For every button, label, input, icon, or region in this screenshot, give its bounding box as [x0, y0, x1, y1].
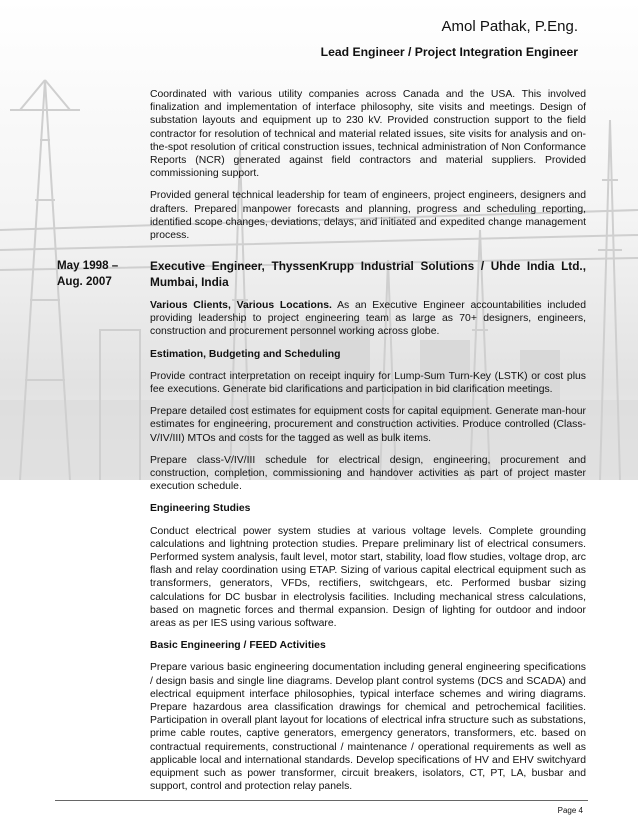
resume-header	[442, 18, 578, 36]
credential-suffix: P.Eng.	[530, 18, 578, 35]
paragraph-estimation-3: Prepare class-V/IV/III schedule for electrical design, engineering, procurement and construction, completion, commissioning and handover activities as part of project master execution schedule.	[150, 454, 586, 493]
paragraph-estimation-2: Prepare detailed cost estimates for equipment costs for capital equipment. Generate man-hour estimates for engineering, procurement and construction activities. Produce controlled (Class-V/IV/III) MTOs and costs for the tagged as well as bulk items.	[150, 406, 586, 444]
job-section	[150, 258, 586, 803]
role-title: Executive Engineer, ThyssenKrupp Industrial Solutions / Uhde India Ltd., Mumbai, India	[150, 259, 586, 289]
paragraph-studies: Conduct electrical power system studies at various voltage levels. Complete grounding calculations and lightning protection studies. Prepare preliminary list of electrical consumers. Performed system analysis, fault level, motor start, stability, load flow studies, voltage drop, arc flash and relay coordination using ETAP. Sizing of various capital electrical equipment such as transformers, generators, VFDs, rectifiers, switchgears, etc. Performed busbar sizing calculations for DC busbar in electrolysis facilities. Including mechanical stress calculations, based on magnetic forces and thermal expansion. Design of lighting for outdoor and indoor areas as per IES using various software.	[150, 525, 586, 630]
page-number: Page 4	[557, 806, 583, 815]
clients-label: Various Clients, Various Locations.	[150, 300, 332, 311]
heading-basic-engineering: Basic Engineering / FEED Activities	[150, 640, 326, 652]
paragraph-coordination: Coordinated with various utility companies across Canada and the USA. This involved finalization and implementation of interface philosophy, site visits and meetings. Design of substation layouts and equipment up to 230 kV. Provided construction support to the field contractor for resolution of technical and material related issues, site visits for analysis and on-the-spot resolution of critical construction issues, technical administration of Non Conformance Reports (NCR) generated against field contractors and material suppliers. Provided commissioning support.	[150, 89, 586, 180]
date-from: May 1998 –	[57, 259, 119, 272]
job-title-heading: Lead Engineer / Project Integration Engineer	[320, 45, 578, 59]
previous-role-details	[150, 88, 586, 251]
paragraph-basic-engineering: Prepare various basic engineering documentation including general engineering specifications / design basis and single line diagrams. Develop plant control systems (DCS and SCADA) and electrical equipment interface philosophies, typical interface schemes and wiring diagrams. Prepare hazardous area classification drawings for chemical and petrochemical facilities. Participation in overall plant layout for locations of electrical infra structure such as substations, prime cable routes, captive generators, emergency generators, transformers, etc. based on contractual requirements, constructional / maintenance / operational requirements as well as applicable local and international standards. Develop specifications of HV and EHV switchyard equipment such as power transformer, circuit breakers, isolators, CT, PT, LA, busbar and support, control and protection relay panels.	[150, 662, 586, 793]
paragraph-clients	[150, 299, 586, 339]
paragraph-estimation-1: Provide contract interpretation on receipt inquiry for Lump-Sum Turn-Key (LSTK) or cost plus fee executions. Generate bid clarifications and participation in bid clarification meetings.	[150, 370, 586, 396]
paragraph-leadership: Provided general technical leadership for team of engineers, project engineers, designers and drafters. Prepared manpower forecasts and planning, progress and scheduling reporting, identified scope changes, deviations, delays, and initiated and expedited change management process.	[150, 190, 586, 242]
heading-estimation: Estimation, Budgeting and Scheduling	[150, 348, 341, 360]
candidate-name: Amol Pathak,	[441, 18, 531, 35]
date-to: Aug. 2007	[57, 275, 112, 288]
clients-text: As an Executive Engineer accountabilities included providing leadership to project engineering team as large as 70+ designers, engineers, construction and procurement personnel working across globe.	[150, 300, 586, 338]
heading-studies: Engineering Studies	[150, 503, 251, 515]
employment-dates	[57, 258, 118, 290]
